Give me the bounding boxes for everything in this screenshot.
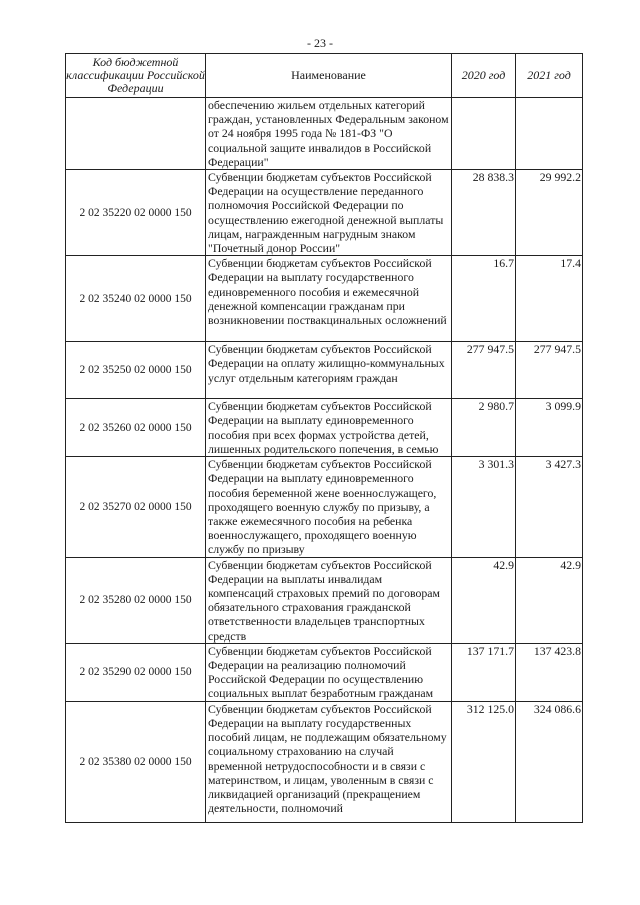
table-row: [66, 643, 583, 701]
row-value-2020: 16.7: [452, 256, 516, 342]
row-value-2020: 2 980.7: [452, 399, 516, 457]
table-row: [66, 342, 583, 399]
row-value-2021: 137 423.8: [516, 643, 583, 701]
row-code: 2 02 35240 02 0000 150: [66, 256, 206, 342]
row-value-2020: [452, 98, 516, 170]
header-name: Наименование: [206, 54, 452, 98]
table-row: [66, 256, 583, 342]
table-row: [66, 98, 583, 170]
row-value-2020: 42.9: [452, 557, 516, 643]
row-name: обеспечению жильем отдельных категорий граждан, установленных Федеральным законом от 24 ноября 1995 года № 181-ФЗ "О социальной защите инвалидов в Российской Федерации": [206, 98, 452, 170]
row-code: 2 02 35280 02 0000 150: [66, 557, 206, 643]
header-year-2020: 2020 год: [452, 54, 516, 98]
table-row: [66, 170, 583, 256]
row-name: Субвенции бюджетам субъектов Российской Федерации на выплату государственного единовременного пособия и ежемесячной денежной компенсации гражданам при возникновении поствакцинальных осложнений: [206, 256, 452, 342]
row-value-2020: 137 171.7: [452, 643, 516, 701]
row-name: Субвенции бюджетам субъектов Российской Федерации на оплату жилищно-коммунальных услуг отдельным категориям граждан: [206, 342, 452, 399]
row-code: 2 02 35220 02 0000 150: [66, 170, 206, 256]
row-code: [66, 98, 206, 170]
row-value-2020: 3 301.3: [452, 457, 516, 557]
header-year-2021: 2021 год: [516, 54, 583, 98]
row-name: Субвенции бюджетам субъектов Российской Федерации на выплаты инвалидам компенсаций страховых премий по договорам обязательного страхования гражданской ответственности владельцев транспортных средств: [206, 557, 452, 643]
row-name: Субвенции бюджетам субъектов Российской Федерации на осуществление переданного полномочия Российской Федерации по осуществлению ежегодной денежной выплаты лицам, награжденным нагрудным знаком "Почетный донор России": [206, 170, 452, 256]
table-row: [66, 701, 583, 822]
row-code: 2 02 35290 02 0000 150: [66, 643, 206, 701]
header-code: Код бюджетной классификации Российской Федерации: [66, 54, 206, 98]
row-value-2021: 277 947.5: [516, 342, 583, 399]
table-row: [66, 557, 583, 643]
row-value-2021: 3 099.9: [516, 399, 583, 457]
row-value-2021: [516, 98, 583, 170]
page-number: - 23 -: [307, 36, 333, 50]
row-code: 2 02 35270 02 0000 150: [66, 457, 206, 557]
row-name: Субвенции бюджетам субъектов Российской Федерации на выплату единовременного пособия беременной жене военнослужащего, проходящего военную службу по призыву, а также ежемесячного пособия на ребенка военнослужащего, проходящего военную службу по призыву: [206, 457, 452, 557]
row-code: 2 02 35260 02 0000 150: [66, 399, 206, 457]
row-name: Субвенции бюджетам субъектов Российской Федерации на реализацию полномочий Российской Федерации по осуществлению социальных выплат безработным гражданам: [206, 643, 452, 701]
row-value-2021: 324 086.6: [516, 701, 583, 822]
table-row: [66, 457, 583, 557]
budget-table: [65, 53, 583, 823]
row-code: 2 02 35250 02 0000 150: [66, 342, 206, 399]
table-row: [66, 399, 583, 457]
row-name: Субвенции бюджетам субъектов Российской Федерации на выплату единовременного пособия при всех формах устройства детей, лишенных родительского попечения, в семью: [206, 399, 452, 457]
row-value-2020: 277 947.5: [452, 342, 516, 399]
table-header-row: [66, 54, 583, 98]
row-value-2020: 312 125.0: [452, 701, 516, 822]
row-name: Субвенции бюджетам субъектов Российской Федерации на выплату государственных пособий лицам, не подлежащим обязательному социальному страхованию на случай временной нетрудоспособности и в связи с материнством, и лицам, уволенным в связи с ликвидацией организаций (прекращением деятельности, полномочий: [206, 701, 452, 822]
row-value-2020: 28 838.3: [452, 170, 516, 256]
row-value-2021: 29 992.2: [516, 170, 583, 256]
row-value-2021: 42.9: [516, 557, 583, 643]
row-value-2021: 3 427.3: [516, 457, 583, 557]
row-value-2021: 17.4: [516, 256, 583, 342]
row-code: 2 02 35380 02 0000 150: [66, 701, 206, 822]
